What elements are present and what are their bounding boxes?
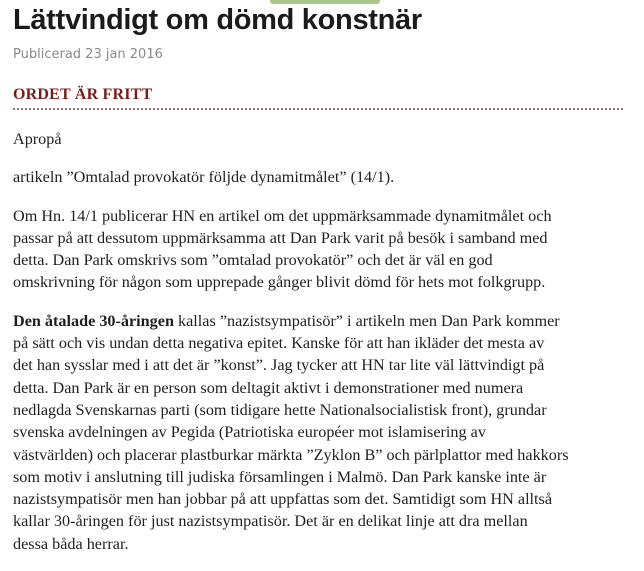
paragraph-line: omskrivning för någon som upprepade gånger blivit dömd för hets mot folkgrupp. [13, 273, 546, 292]
paragraph-line: Om Hn. 14/1 publicerar HN en artikel om det uppmärksammade dynamitmålet och [13, 206, 552, 225]
paragraph-line: nedlagda Svenskarnas parti (som tidigare hette Nationalsocialistisk front), grundar [13, 400, 547, 419]
paragraph-line: nazistsympatisör men han jobbar på att uppfattas som det. Samtidigt som HN alltså [13, 490, 553, 509]
paragraph-line: svenska avdelningen av Pegida (Patriotiska européer mot islamisering av [13, 423, 486, 442]
publish-date: Publicerad 23 jan 2016 [13, 47, 163, 62]
section-divider [13, 108, 623, 110]
paragraph-line: Apropå [13, 130, 62, 148]
paragraph-line: på sätt och vis undan detta negativa epitet. Kanske för att han ikläder det mesta av [13, 334, 545, 353]
paragraph-line: kallas ”nazistsympatisör” i artikeln men Dan Park kommer [173, 311, 560, 330]
paragraph-line: västvärlden) och placerar plastburkar märkta ”Zyklon B” och pärlplattor med hakkors [13, 445, 569, 464]
section-label[interactable]: ORDET ÄR FRITT [13, 86, 153, 103]
paragraph-2 [13, 166, 628, 188]
paragraph-line: dessa båda herrar. [13, 534, 129, 553]
article-body [13, 128, 628, 571]
article-title: Lättvindigt om dömd konstnär [13, 4, 422, 36]
paragraph-line: detta. Dan Park omskrivs som ”omtalad provokatör” och det är väl en god [13, 251, 493, 270]
paragraph-line: kallar 30-åringen för just nazistsympatisör. Det är en delikat linje att dra mellan [13, 512, 528, 531]
paragraph-line: som motiv i anslutning till judiska församlingen i Malmö. Dan Park kanske inte är [13, 467, 547, 486]
paragraph-line: passar på att dessutom uppmärksamma att Dan Park varit på besök i samband med [13, 228, 548, 247]
paragraph-lead: Den åtalade 30-åringen [13, 311, 174, 330]
paragraph-4 [13, 310, 628, 555]
paragraph-line: det han sysslar med i att det är ”konst”. Jag tycker att HN tar lite väl lättvindigt på [13, 356, 545, 375]
paragraph-line: artikeln ”Omtalad provokatör följde dynamitmålet” (14/1). [13, 168, 395, 187]
paragraph-3 [13, 205, 628, 294]
paragraph-1 [13, 128, 628, 150]
paragraph-line: detta. Dan Park är en person som deltagit aktivt i demonstrationer med numera [13, 378, 524, 397]
